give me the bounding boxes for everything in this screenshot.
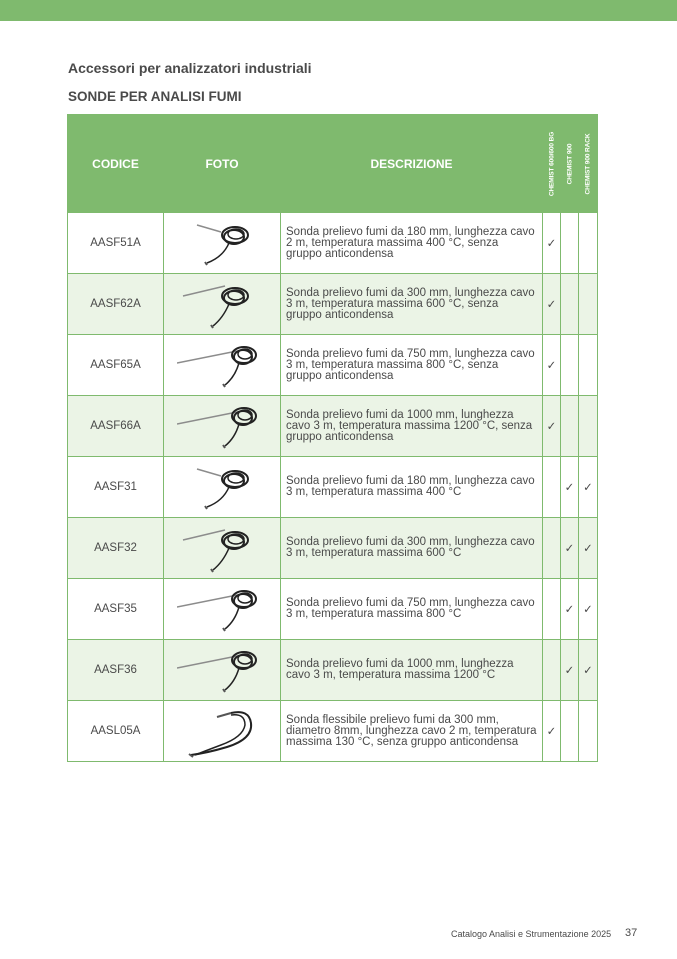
compat-chemist-900-rack (579, 701, 598, 762)
compat-chemist-900: ✓ (561, 579, 579, 640)
compat-chemist-900 (561, 213, 579, 274)
product-code: AASF51A (68, 213, 164, 274)
compat-chemist-900 (561, 274, 579, 335)
compat-chemist-600 (543, 457, 561, 518)
compat-chemist-900-rack (579, 335, 598, 396)
product-description: Sonda prelievo fumi da 180 mm, lunghezza cavo 3 m, temperatura massima 400 °C (281, 457, 543, 518)
page-number: 37 (625, 927, 638, 939)
compat-chemist-900: ✓ (561, 457, 579, 518)
column-header-chemist-900-label: CHEMIST 900 (566, 143, 573, 184)
probe-long-icon (177, 398, 267, 454)
compat-chemist-900 (561, 335, 579, 396)
compat-chemist-900-rack (579, 213, 598, 274)
product-description: Sonda prelievo fumi da 750 mm, lunghezza cavo 3 m, temperatura massima 800 °C, senza gruppo anticondensa (281, 335, 543, 396)
product-description: Sonda prelievo fumi da 180 mm, lunghezza cavo 2 m, temperatura massima 400 °C, senza gruppo anticondensa (281, 213, 543, 274)
subsection-title: SONDE PER ANALISI FUMI (68, 89, 242, 104)
product-photo (164, 213, 281, 274)
table-row (68, 335, 598, 396)
compat-chemist-600: ✓ (543, 274, 561, 335)
table-row (68, 518, 598, 579)
probe-long-icon (177, 581, 267, 637)
table-row (68, 701, 598, 762)
table-row (68, 396, 598, 457)
product-code: AASF66A (68, 396, 164, 457)
probe-long-icon (177, 642, 267, 698)
product-code: AASF65A (68, 335, 164, 396)
product-code: AASL05A (68, 701, 164, 762)
top-accent-bar (0, 0, 677, 21)
table-row (68, 579, 598, 640)
product-photo (164, 701, 281, 762)
column-header-photo: FOTO (164, 115, 281, 213)
product-code: AASF32 (68, 518, 164, 579)
table-row (68, 457, 598, 518)
compat-chemist-600: ✓ (543, 396, 561, 457)
product-description: Sonda prelievo fumi da 1000 mm, lunghezza cavo 3 m, temperatura massima 1200 °C (281, 640, 543, 701)
table-row (68, 640, 598, 701)
compat-chemist-600 (543, 579, 561, 640)
compat-chemist-900 (561, 701, 579, 762)
column-header-chemist-900-rack (579, 115, 598, 213)
compat-chemist-900: ✓ (561, 640, 579, 701)
product-description: Sonda prelievo fumi da 300 mm, lunghezza cavo 3 m, temperatura massima 600 °C, senza gruppo anticondensa (281, 274, 543, 335)
probe-table (67, 114, 598, 762)
compat-chemist-600: ✓ (543, 701, 561, 762)
column-header-code: CODICE (68, 115, 164, 213)
table-header-row (68, 115, 598, 213)
table-row (68, 274, 598, 335)
product-photo (164, 396, 281, 457)
compat-chemist-900-rack (579, 396, 598, 457)
product-description: Sonda prelievo fumi da 750 mm, lunghezza cavo 3 m, temperatura massima 800 °C (281, 579, 543, 640)
product-code: AASF36 (68, 640, 164, 701)
footer-catalog-label: Catalogo Analisi e Strumentazione 2025 (451, 929, 612, 939)
product-code: AASF31 (68, 457, 164, 518)
probe-long-icon (177, 337, 267, 393)
compat-chemist-900 (561, 396, 579, 457)
column-header-chemist-600-label: CHEMIST 600/600 BG (548, 131, 555, 196)
compat-chemist-900: ✓ (561, 518, 579, 579)
compat-chemist-900-rack: ✓ (579, 640, 598, 701)
product-code: AASF62A (68, 274, 164, 335)
product-description: Sonda flessibile prelievo fumi da 300 mm, diametro 8mm, lunghezza cavo 2 m, temperatura massima 130 °C, senza gruppo anticondensa (281, 701, 543, 762)
product-code: AASF35 (68, 579, 164, 640)
compat-chemist-900-rack: ✓ (579, 457, 598, 518)
compat-chemist-900-rack (579, 274, 598, 335)
product-photo (164, 274, 281, 335)
product-photo (164, 335, 281, 396)
product-description: Sonda prelievo fumi da 300 mm, lunghezza cavo 3 m, temperatura massima 600 °C (281, 518, 543, 579)
table-row (68, 213, 598, 274)
product-description: Sonda prelievo fumi da 1000 mm, lunghezza cavo 3 m, temperatura massima 1200 °C, senza gruppo anticondensa (281, 396, 543, 457)
column-header-chemist-900 (561, 115, 579, 213)
probe-short-icon (177, 459, 267, 515)
column-header-chemist-900-rack-label: CHEMIST 900 RACK (584, 133, 592, 194)
compat-chemist-600 (543, 518, 561, 579)
column-header-chemist-600 (543, 115, 561, 213)
section-title: Accessori per analizzatori industriali (68, 60, 312, 76)
probe-medium-icon (177, 276, 267, 332)
product-photo (164, 579, 281, 640)
product-photo (164, 457, 281, 518)
flexible-probe-icon (177, 703, 267, 759)
compat-chemist-600: ✓ (543, 335, 561, 396)
product-photo (164, 518, 281, 579)
compat-chemist-900-rack: ✓ (579, 579, 598, 640)
compat-chemist-900-rack: ✓ (579, 518, 598, 579)
compat-chemist-600: ✓ (543, 213, 561, 274)
compat-chemist-600 (543, 640, 561, 701)
product-photo (164, 640, 281, 701)
column-header-description: DESCRIZIONE (281, 115, 543, 213)
probe-short-icon (177, 215, 267, 271)
probe-medium-icon (177, 520, 267, 576)
